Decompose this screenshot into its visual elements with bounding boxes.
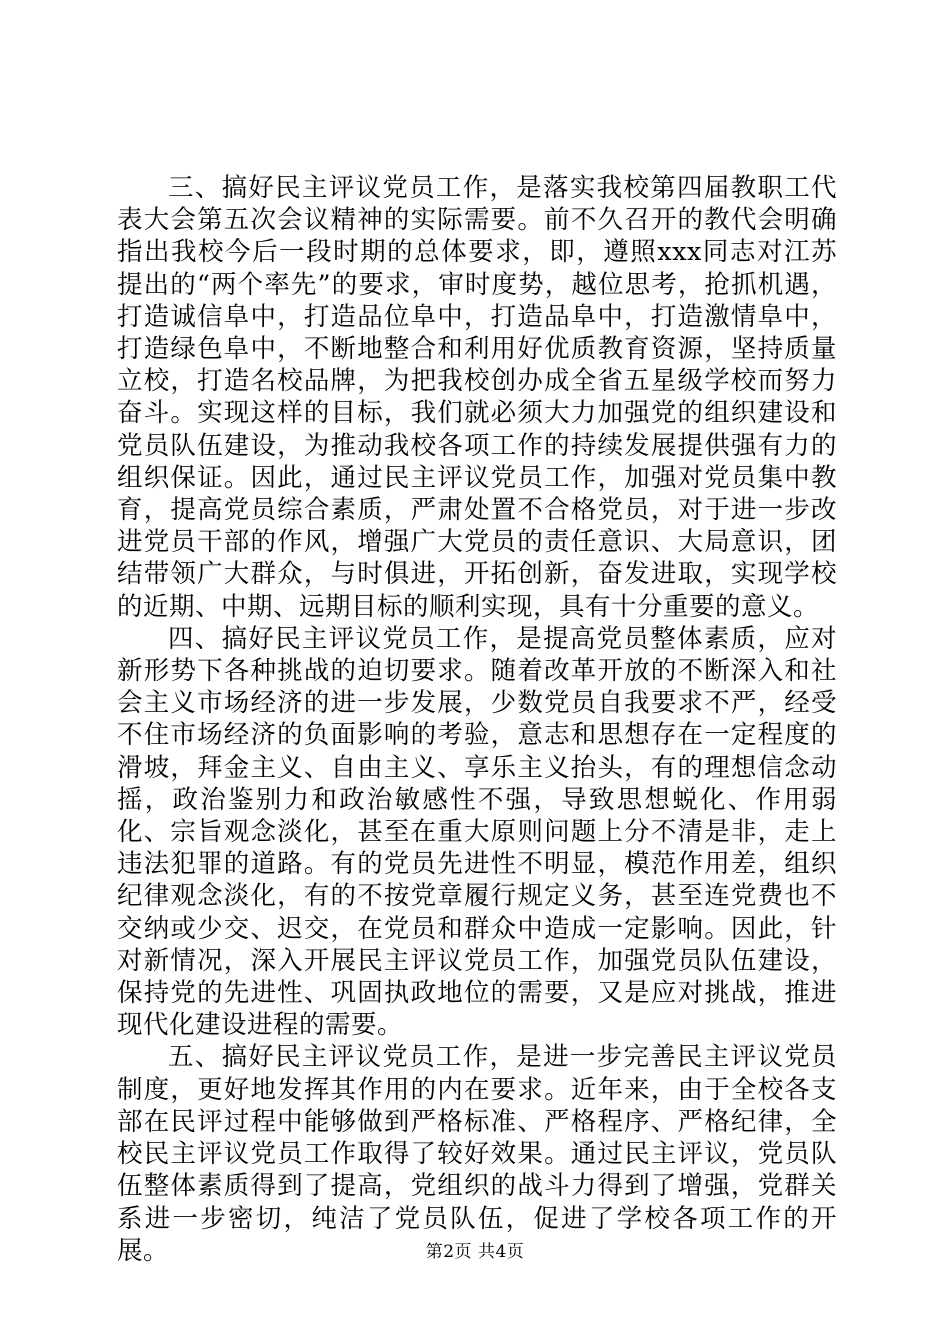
page-number: 第2页 共4页 (425, 1242, 525, 1262)
paragraph-four: 四、搞好民主评议党员工作，是提高党员整体素质，应对新形势下各种挑战的迫切要求。随着改革开放的不断深入和社会主义市场经济的进一步发展，少数党员自我要求不严，经受不住市场经济的负面影响的考验，意志和思想存在一定程度的滑坡，拜金主义、自由主义、享乐主义抬头，有的理想信念动摇，政治鉴别力和政治敏感性不强，导致思想蜕化、作用弱化、宗旨观念淡化，甚至在重大原则问题上分不清是非，走上违法犯罪的道路。有的党员先进性不明显，模范作用差，组织纪律观念淡化，有的不按党章履行规定义务，甚至连党费也不交纳或少交、迟交，在党员和群众中造成一定影响。因此，针对新情况，深入开展民主评议党员工作，加强党员队伍建设，保持党的先进性、巩固执政地位的需要，又是应对挑战，推进现代化建设进程的需要。 (117, 623, 837, 1041)
paragraph-five: 五、搞好民主评议党员工作，是进一步完善民主评议党员制度，更好地发挥其作用的内在要求。近年来，由于全校各支部在民评过程中能够做到严格标准、严格程序、严格纪律，全校民主评议党员工作取得了较好效果。通过民主评议，党员队伍整体素质得到了提高，党组织的战斗力得到了增强，党群关系进一步密切，纯洁了党员队伍，促进了学校各项工作的开展。 (117, 1042, 837, 1266)
paragraph-three: 三、搞好民主评议党员工作，是落实我校第四届教职工代表大会第五次会议精神的实际需要。前不久召开的教代会明确指出我校今后一段时期的总体要求，即，遵照xxx同志对江苏提出的“两个率先”的要求，审时度势，越位思考，抢抓机遇，打造诚信阜中，打造品位阜中，打造品阜中，打造激情阜中，打造绿色阜中，不断地整合和利用好优质教育资源，坚持质量立校，打造名校品牌，为把我校创办成全省五星级学校而努力奋斗。实现这样的目标，我们就必须大力加强党的组织建设和党员队伍建设，为推动我校各项工作的持续发展提供强有力的组织保证。因此，通过民主评议党员工作，加强对党员集中教育，提高党员综合素质，严肃处置不合格党员，对于进一步改进党员干部的作风，增强广大党员的责任意识、大局意识，团结带领广大群众，与时俱进，开拓创新，奋发进取，实现学校的近期、中期、远期目标的顺利实现，具有十分重要的意义。 (117, 173, 837, 622)
document-body (117, 172, 837, 1267)
page-footer (0, 1237, 950, 1262)
